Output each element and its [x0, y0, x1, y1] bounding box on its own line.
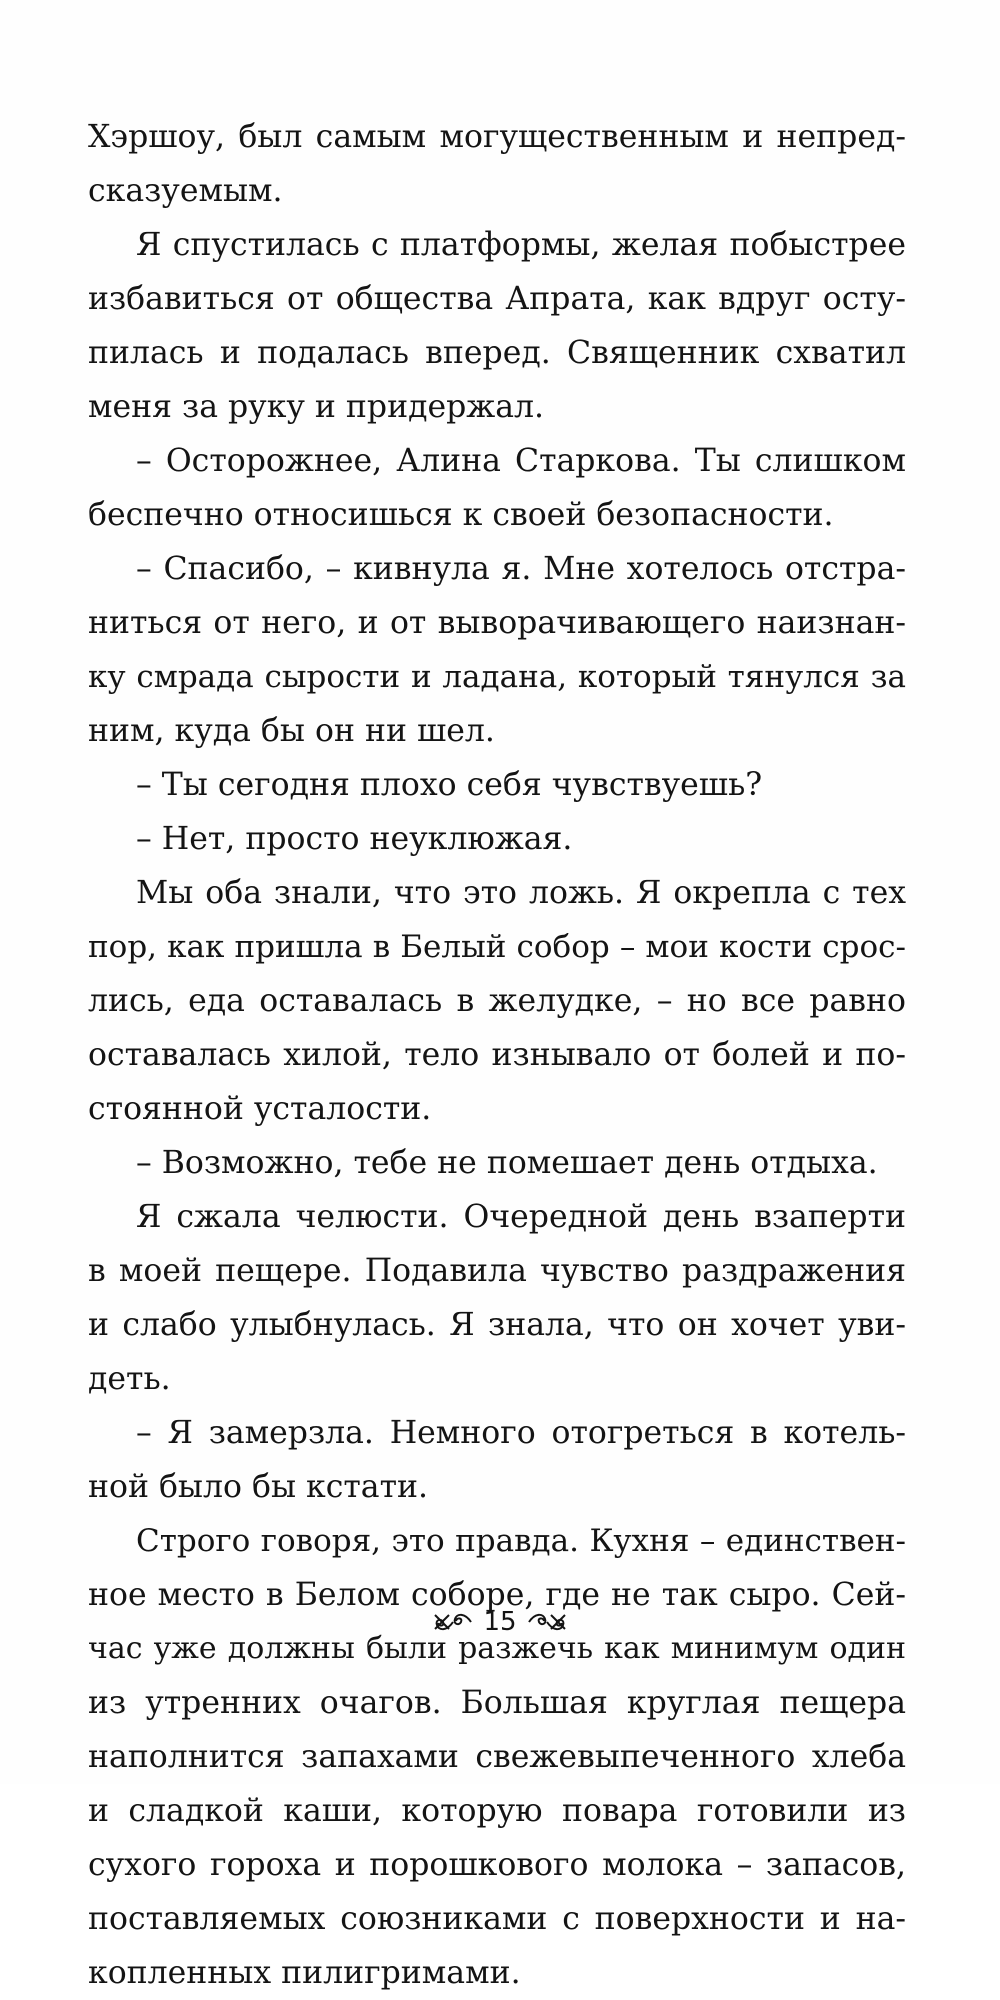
text-line: Хэршоу, был самым могущественным и непред- [88, 119, 906, 155]
flourish-left-icon [431, 1609, 475, 1635]
text-line: поставляемых союзниками с поверхности и на- [88, 1901, 906, 1937]
text-line: из утренних очагов. Большая круглая пещера [88, 1685, 906, 1721]
page-footer [0, 1602, 1000, 1642]
text-line: стоянной усталости. [88, 1091, 432, 1127]
text-line: деть. [88, 1361, 171, 1397]
text-line: час уже должны были разжечь как минимум один [88, 1631, 906, 1666]
text-line: пор, как пришла в Белый собор – мои кости срос- [88, 929, 906, 965]
flourish-right-icon [525, 1609, 569, 1635]
text-line: Строго говоря, это правда. Кухня – единствен- [136, 1523, 906, 1559]
text-line: – Спасибо, – кивнула я. Мне хотелось отстра- [136, 551, 906, 587]
text-line: беспечно относишься к своей безопасности. [88, 497, 834, 533]
text-line: оставалась хилой, тело изнывало от болей и по- [88, 1037, 906, 1073]
text-line: сказуемым. [88, 173, 283, 209]
text-line: наполнится запахами свежевыпеченного хлеба [88, 1739, 906, 1775]
text-line: – Осторожнее, Алина Старкова. Ты слишком [136, 443, 906, 479]
text-line: меня за руку и придержал. [88, 389, 545, 425]
text-line: избавиться от общества Апрата, как вдруг осту- [88, 281, 906, 317]
text-line: и слабо улыбнулась. Я знала, что он хочет уви- [88, 1307, 906, 1343]
text-line: ниться от него, и от выворачивающего наизнан- [88, 605, 906, 641]
text-line: Я спустилась с платформы, желая побыстрее [136, 227, 906, 263]
text-line: – Ты сегодня плохо себя чувствуешь? [136, 767, 763, 803]
text-line: сухого гороха и порошкового молока – запасов, [88, 1847, 906, 1883]
body-text [88, 110, 906, 2000]
text-line: ним, куда бы он ни шел. [88, 713, 495, 749]
text-line: – Я замерзла. Немного отогреться в котель- [136, 1415, 906, 1451]
text-line: ной было бы кстати. [88, 1469, 429, 1505]
text-line: пилась и подалась вперед. Священник схватил [88, 335, 906, 371]
text-line: – Возможно, тебе не помешает день отдыха. [136, 1145, 878, 1181]
text-line: Мы оба знали, что это ложь. Я окрепла с тех [136, 875, 906, 911]
text-line: и сладкой каши, которую повара готовили из [88, 1793, 906, 1829]
text-line: лись, еда оставалась в желудке, – но все равно [88, 983, 906, 1019]
text-line: в моей пещере. Подавила чувство раздражения [88, 1253, 906, 1289]
page-number: 15 [483, 1607, 517, 1637]
text-line: – Нет, просто неуклюжая. [136, 821, 573, 857]
text-line: ку смрада сырости и ладана, который тянулся за [88, 659, 906, 695]
text-line: копленных пилигримами. [88, 1955, 521, 1991]
text-line: ное место в Белом соборе, где не так сыро. Сей- [88, 1577, 906, 1613]
text-line: Я сжала челюсти. Очередной день взаперти [136, 1199, 906, 1235]
